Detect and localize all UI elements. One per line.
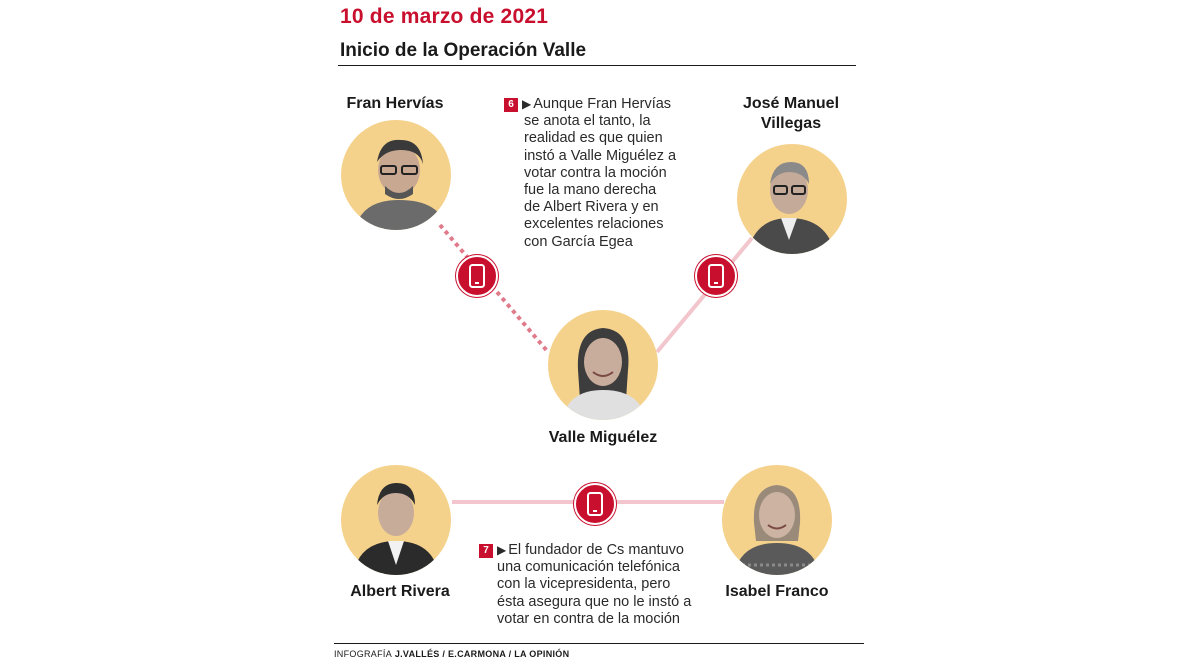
credits	[334, 649, 569, 659]
portrait-albert-rivera	[341, 465, 451, 575]
name-line-2: Villegas	[760, 115, 822, 132]
person-silhouette-icon	[722, 465, 832, 575]
note-line: votar contra la moción	[524, 164, 667, 181]
note-line: excelentes relaciones	[524, 216, 664, 233]
name-jose-manuel-villegas	[726, 94, 856, 134]
mobile-phone-icon	[697, 257, 735, 295]
mobile-phone-icon	[576, 485, 614, 523]
note-7	[479, 542, 719, 628]
page-date: 10 de marzo de 2021	[340, 5, 549, 28]
note-line: votar en contra de la moción	[497, 610, 680, 627]
name-valle-miguelez: Valle Miguélez	[548, 429, 658, 446]
right-triangle-icon: ▶	[497, 543, 507, 557]
note-line: se anota el tanto, la	[524, 113, 651, 130]
name-isabel-franco: Isabel Franco	[725, 583, 829, 600]
note-line: realidad es que quien	[524, 130, 663, 147]
phone-icon-villegas-valle	[695, 255, 737, 297]
portrait-fran-hervias	[341, 120, 451, 230]
note-6	[504, 96, 704, 251]
mobile-phone-icon	[458, 257, 496, 295]
note-line: ésta asegura que no le instó a	[497, 593, 692, 610]
note-line: con la vicepresidenta, pero	[497, 576, 671, 593]
person-silhouette-icon	[737, 144, 847, 254]
name-albert-rivera: Albert Rivera	[350, 583, 450, 600]
note-line: con García Egea	[524, 233, 633, 250]
name-fran-hervias: Fran Hervías	[346, 95, 444, 112]
phone-icon-fran-valle	[456, 255, 498, 297]
note-line: instó a Valle Miguélez a	[524, 147, 677, 164]
credits-label: INFOGRAFÍA	[334, 649, 393, 659]
page-title: Inicio de la Operación Valle	[340, 40, 587, 61]
note-line: una comunicación telefónica	[497, 559, 680, 576]
person-silhouette-icon	[341, 465, 451, 575]
bottom-divider	[334, 643, 864, 644]
link-villegas-valle	[657, 238, 752, 352]
person-silhouette-icon	[341, 120, 451, 230]
person-silhouette-icon	[548, 310, 658, 420]
note-line: de Albert Rivera y en	[524, 199, 659, 216]
note-line: fue la mano derecha	[524, 182, 657, 199]
portrait-valle-miguelez	[548, 310, 658, 420]
portrait-isabel-franco	[722, 465, 832, 575]
right-triangle-icon: ▶	[522, 97, 532, 111]
note-number-badge: 6	[504, 98, 518, 112]
note-line: Aunque Fran Hervías	[533, 96, 672, 112]
note-number-badge: 7	[479, 544, 493, 558]
portrait-jose-manuel-villegas	[737, 144, 847, 254]
phone-icon-rivera-franco	[574, 483, 616, 525]
note-line: El fundador de Cs mantuvo	[508, 542, 684, 558]
name-line-1: José Manuel	[742, 95, 840, 112]
credits-authors: J.VALLÉS / E.CARMONA / LA OPINIÓN	[394, 649, 570, 659]
